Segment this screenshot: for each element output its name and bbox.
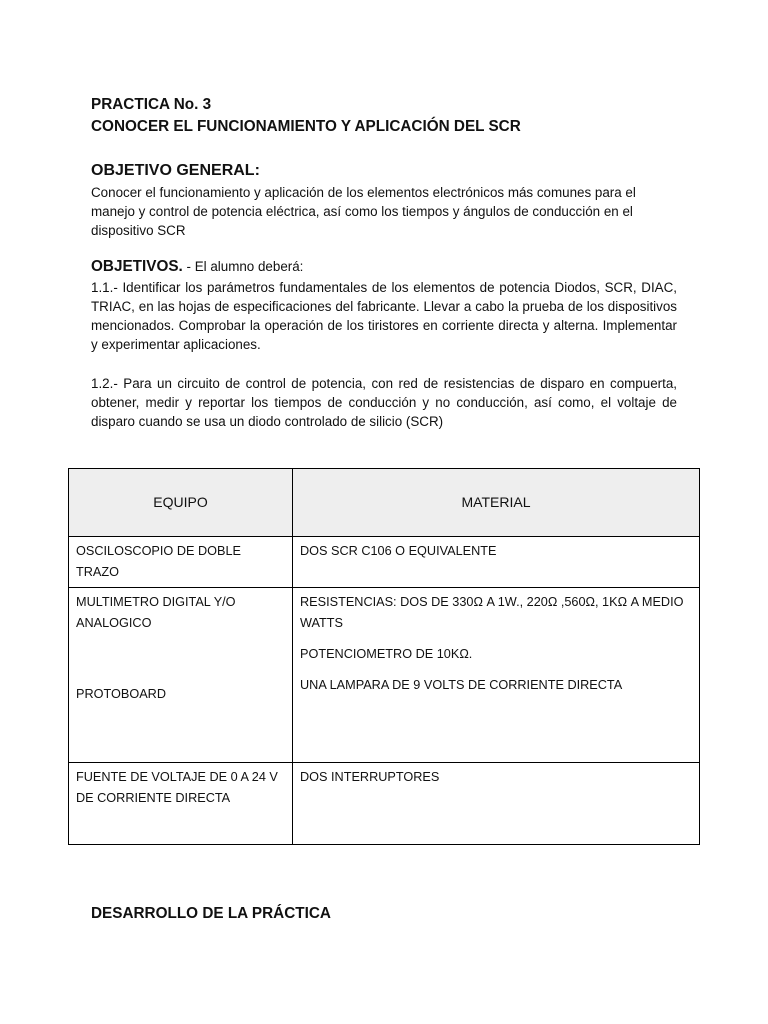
table-header-row xyxy=(69,469,700,537)
equipo-item: OSCILOSCOPIO DE DOBLE TRAZO xyxy=(76,544,241,579)
practica-title: CONOCER EL FUNCIONAMIENTO Y APLICACIÓN DEL SCR xyxy=(91,118,521,135)
objetivos-heading-line xyxy=(91,257,677,276)
objetivo-general-line: manejo y control de potencia eléctrica, así como los tiempos y ángulos de conducción en el xyxy=(91,204,633,219)
objetivo-general-heading: OBJETIVO GENERAL: xyxy=(91,162,260,179)
material-item: UNA LAMPARA DE 9 VOLTS DE CORRIENTE DIRECTA xyxy=(300,678,623,692)
equipo-item: PROTOBOARD xyxy=(76,687,167,701)
material-cell xyxy=(293,588,700,763)
practica-number: PRACTICA No. 3 xyxy=(91,96,212,113)
spacer xyxy=(300,665,692,675)
table-row xyxy=(69,537,700,588)
equipo-cell xyxy=(69,537,293,588)
material-header: MATERIAL xyxy=(293,469,700,537)
equipo-item: MULTIMETRO DIGITAL Y/O xyxy=(76,595,236,609)
desarrollo-heading: DESARROLLO DE LA PRÁCTICA xyxy=(91,905,331,922)
material-item: RESISTENCIAS: DOS DE 330Ω A 1W., 220Ω ,560Ω, 1KΩ A MEDIO WATTS xyxy=(300,595,684,630)
objetivo-general-line: dispositivo SCR xyxy=(91,223,186,238)
spacer xyxy=(76,634,285,684)
equipo-item: FUENTE DE VOLTAJE DE 0 A 24 V xyxy=(76,770,278,784)
objetivo-1-2: 1.2.- Para un circuito de control de potencia, con red de resistencias de disparo en compuerta, obtener, medir y reportar los tiempos de conducción y no conducción, así como, el voltaje de disparo cuando se usa un diodo controlado de silicio (SCR) xyxy=(91,376,677,429)
objetivos-intro: - El alumno deberá: xyxy=(182,259,304,274)
equipo-item: ANALOGICO xyxy=(76,616,152,630)
material-cell xyxy=(293,763,700,845)
material-cell xyxy=(293,537,700,588)
table-row xyxy=(69,763,700,845)
material-item: DOS INTERRUPTORES xyxy=(300,770,440,784)
material-item: DOS SCR C106 O EQUIVALENTE xyxy=(300,544,497,558)
equipo-cell xyxy=(69,763,293,845)
objetivo-general-text xyxy=(91,183,677,240)
objetivo-1-1: 1.1.- Identificar los parámetros fundamentales de los elementos de potencia Diodos, SCR, DIAC, TRIAC, en las hojas de especificaciones del fabricante. Llevar a cabo la prueba de los dispositivos mencionados. Comprobar la operación de los tiristores en corriente directa y alterna. Implementar y experimentar aplicaciones. xyxy=(91,280,677,352)
equipo-item: DE CORRIENTE DIRECTA xyxy=(76,791,231,805)
spacer xyxy=(300,634,692,644)
equipo-material-table xyxy=(68,468,700,845)
table-row xyxy=(69,588,700,763)
equipo-cell xyxy=(69,588,293,763)
material-item: POTENCIOMETRO DE 10KΩ. xyxy=(300,647,473,661)
objetivo-general-line: Conocer el funcionamiento y aplicación de los elementos electrónicos más comunes para el xyxy=(91,185,636,200)
objetivos-heading: OBJETIVOS. xyxy=(91,258,183,275)
equipo-header: EQUIPO xyxy=(69,469,293,537)
